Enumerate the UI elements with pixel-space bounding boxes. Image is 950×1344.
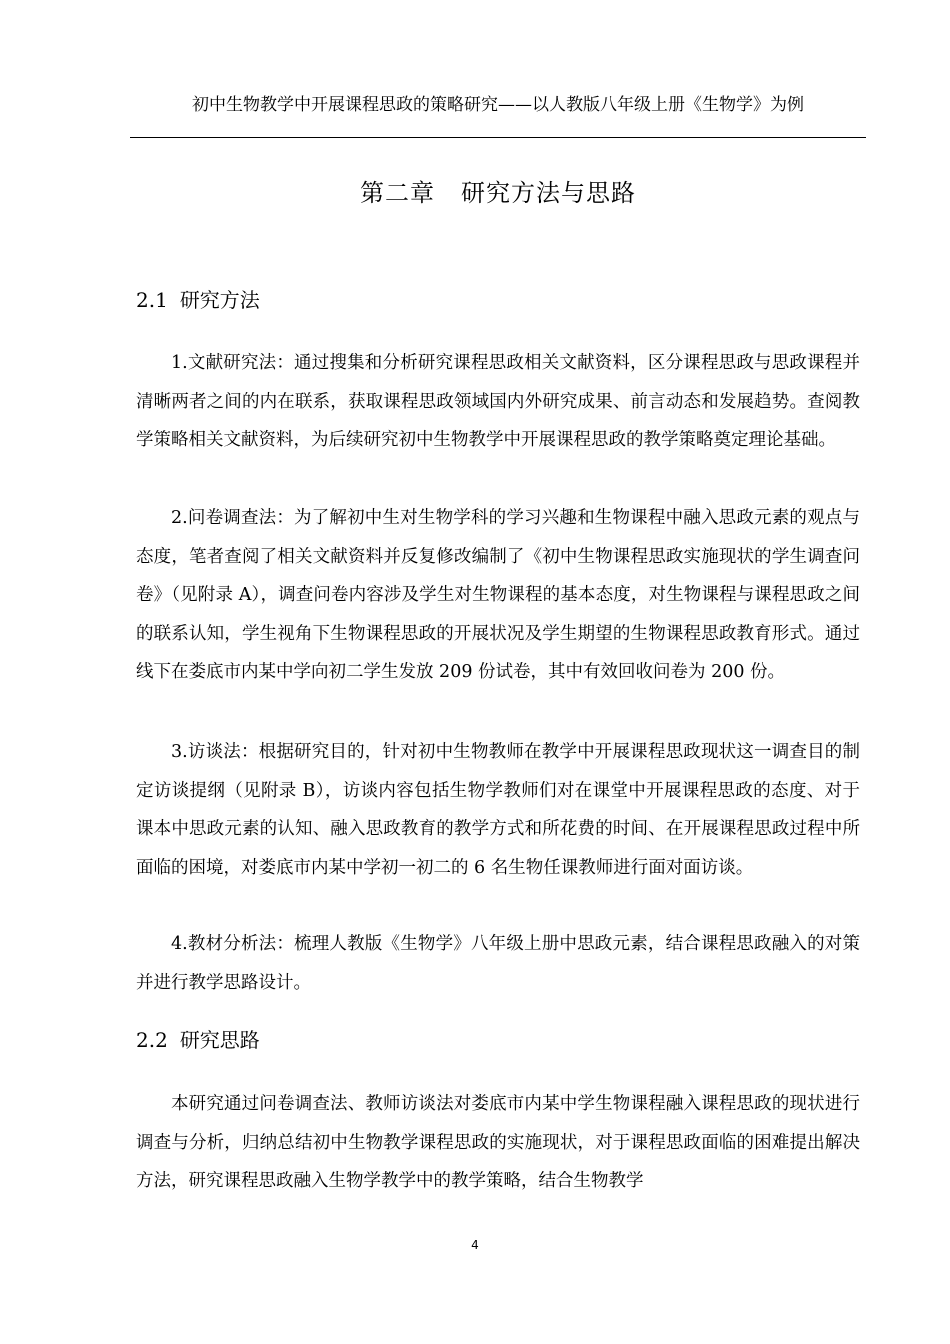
section-heading-2-1 xyxy=(136,286,260,314)
section-title: 研究思路 xyxy=(179,1028,260,1052)
header-divider xyxy=(130,137,866,138)
chapter-title xyxy=(130,176,866,210)
paragraph-research-approach: 本研究通过问卷调查法、教师访谈法对娄底市内某中学生物课程融入课程思政的现状进行调查与分析，归纳总结初中生物教学课程思政的实施现状，对于课程思政面临的困难提出解决方法，研究课程思政融入生物学教学中的教学策略，结合生物教学 xyxy=(136,1094,860,1192)
chapter-name: 研究方法与思路 xyxy=(461,179,636,207)
page-number: 4 xyxy=(471,1238,479,1252)
paragraph-textbook-analysis: 4.教材分析法：梳理人教版《生物学》八年级上册中思政元素，结合课程思政融入的对策并进行教学思路设计。 xyxy=(136,934,860,993)
running-header: 初中生物教学中开展课程思政的策略研究——以人教版八年级上册《生物学》为例 xyxy=(192,95,804,115)
paragraph-questionnaire: 2.问卷调查法：为了解初中生对生物学科的学习兴趣和生物课程中融入思政元素的观点与态度，笔者查阅了相关文献资料并反复修改编制了《初中生物课程思政实施现状的学生调查问卷》（见附录 A），调查问卷内容涉及学生对生物课程的基本态度，对生物课程与课程思政之间的联系认知，学生视角下生物课程思政的开展状况及学生期望的生物课程思政教育形式。通过线下在娄底市内某中学向初二学生发放 209 份试卷，其中有效回收问卷为 200 份。 xyxy=(136,508,860,683)
section-heading-2-2 xyxy=(136,1026,260,1054)
paragraph-literature-research: 1.文献研究法：通过搜集和分析研究课程思政相关文献资料，区分课程思政与思政课程并清晰两者之间的内在联系，获取课程思政领域国内外研究成果、前言动态和发展趋势。查阅教学策略相关文献资料，为后续研究初中生物教学中开展课程思政的教学策略奠定理论基础。 xyxy=(136,353,860,451)
paragraph-interview: 3.访谈法：根据研究目的，针对初中生物教师在教学中开展课程思政现状这一调查目的制定访谈提纲（见附录 B），访谈内容包括生物学教师们对在课堂中开展课程思政的态度、对于课本中思政元素的认知、融入思政教育的教学方式和所花费的时间、在开展课程思政过程中所面临的困境，对娄底市内某中学初一初二的 6 名生物任课教师进行面对面访谈。 xyxy=(136,742,860,878)
section-number: 2.2 xyxy=(136,1028,168,1052)
section-title: 研究方法 xyxy=(179,288,260,312)
section-number: 2.1 xyxy=(136,288,168,312)
chapter-label: 第二章 xyxy=(360,179,435,207)
